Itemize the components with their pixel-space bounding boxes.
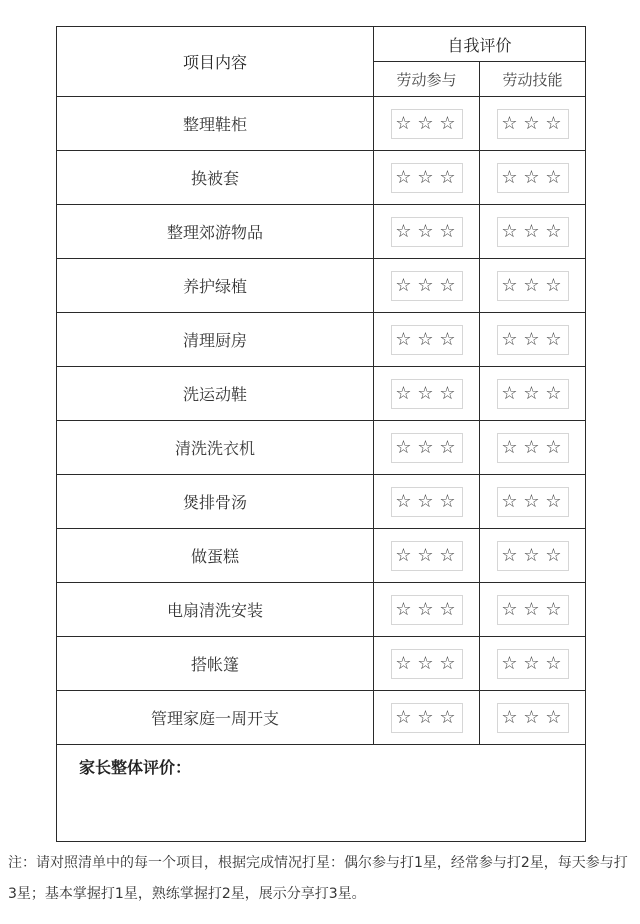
star-icon[interactable]: ☆ [545, 490, 564, 512]
star-icon[interactable]: ☆ [545, 706, 564, 728]
star-icon[interactable]: ☆ [545, 382, 564, 404]
star-icon[interactable]: ☆ [439, 220, 458, 242]
participation-star-rating[interactable] [391, 217, 463, 247]
star-icon[interactable]: ☆ [417, 598, 436, 620]
skill-rating-cell [480, 421, 586, 475]
participation-rating-cell [374, 259, 480, 313]
star-icon[interactable]: ☆ [417, 706, 436, 728]
participation-rating-cell [374, 97, 480, 151]
star-icon[interactable]: ☆ [439, 274, 458, 296]
skill-star-rating[interactable] [497, 109, 569, 139]
header-item-content: 项目内容 [57, 27, 374, 97]
star-icon[interactable]: ☆ [439, 436, 458, 458]
participation-star-rating[interactable] [391, 271, 463, 301]
skill-rating-cell [480, 367, 586, 421]
star-icon[interactable]: ☆ [545, 598, 564, 620]
star-icon[interactable]: ☆ [523, 652, 542, 674]
star-icon[interactable]: ☆ [439, 490, 458, 512]
star-icon[interactable]: ☆ [523, 328, 542, 350]
star-icon[interactable]: ☆ [417, 382, 436, 404]
star-icon[interactable]: ☆ [439, 328, 458, 350]
star-icon[interactable]: ☆ [523, 598, 542, 620]
star-icon[interactable]: ☆ [417, 544, 436, 566]
skill-rating-cell [480, 637, 586, 691]
participation-rating-cell [374, 421, 480, 475]
star-icon[interactable]: ☆ [501, 490, 520, 512]
task-name: 整理郊游物品 [57, 205, 374, 259]
star-icon[interactable]: ☆ [395, 112, 414, 134]
task-name: 清理厨房 [57, 313, 374, 367]
skill-star-rating[interactable] [497, 325, 569, 355]
star-icon[interactable]: ☆ [417, 436, 436, 458]
table-row [57, 97, 586, 151]
star-icon[interactable]: ☆ [395, 652, 414, 674]
star-icon[interactable]: ☆ [523, 112, 542, 134]
parent-evaluation-label: 家长整体评价： [79, 758, 192, 777]
star-icon[interactable]: ☆ [439, 652, 458, 674]
star-icon[interactable]: ☆ [395, 328, 414, 350]
star-icon[interactable]: ☆ [523, 382, 542, 404]
skill-star-rating[interactable] [497, 217, 569, 247]
participation-star-rating[interactable] [391, 703, 463, 733]
skill-star-rating[interactable] [497, 163, 569, 193]
star-icon[interactable]: ☆ [417, 328, 436, 350]
table-row [57, 475, 586, 529]
task-name: 整理鞋柜 [57, 97, 374, 151]
evaluation-table [56, 26, 586, 842]
skill-rating-cell [480, 475, 586, 529]
participation-rating-cell [374, 205, 480, 259]
participation-star-rating[interactable] [391, 109, 463, 139]
participation-star-rating[interactable] [391, 163, 463, 193]
skill-star-rating[interactable] [497, 433, 569, 463]
skill-rating-cell [480, 583, 586, 637]
star-icon[interactable]: ☆ [523, 490, 542, 512]
star-icon[interactable]: ☆ [417, 274, 436, 296]
participation-star-rating[interactable] [391, 379, 463, 409]
star-icon[interactable]: ☆ [545, 328, 564, 350]
skill-rating-cell [480, 151, 586, 205]
star-icon[interactable]: ☆ [417, 112, 436, 134]
star-icon[interactable]: ☆ [417, 490, 436, 512]
participation-rating-cell [374, 475, 480, 529]
star-icon[interactable]: ☆ [501, 328, 520, 350]
star-icon[interactable]: ☆ [501, 436, 520, 458]
participation-star-rating[interactable] [391, 649, 463, 679]
table-row [57, 259, 586, 313]
star-icon[interactable]: ☆ [545, 274, 564, 296]
star-icon[interactable]: ☆ [545, 436, 564, 458]
star-icon[interactable]: ☆ [523, 274, 542, 296]
star-icon[interactable]: ☆ [545, 652, 564, 674]
task-name: 搭帐篷 [57, 637, 374, 691]
star-icon[interactable]: ☆ [501, 706, 520, 728]
star-icon[interactable]: ☆ [395, 166, 414, 188]
star-icon[interactable]: ☆ [439, 166, 458, 188]
star-icon[interactable]: ☆ [439, 112, 458, 134]
participation-star-rating[interactable] [391, 595, 463, 625]
participation-rating-cell [374, 691, 480, 745]
star-icon[interactable]: ☆ [395, 274, 414, 296]
star-icon[interactable]: ☆ [439, 598, 458, 620]
star-icon[interactable]: ☆ [395, 598, 414, 620]
star-icon[interactable]: ☆ [523, 166, 542, 188]
star-icon[interactable]: ☆ [501, 220, 520, 242]
table-row [57, 529, 586, 583]
task-name: 清洗洗衣机 [57, 421, 374, 475]
participation-rating-cell [374, 313, 480, 367]
star-icon[interactable]: ☆ [545, 166, 564, 188]
table-row [57, 583, 586, 637]
skill-rating-cell [480, 97, 586, 151]
skill-star-rating[interactable] [497, 595, 569, 625]
skill-star-rating[interactable] [497, 379, 569, 409]
task-name: 养护绿植 [57, 259, 374, 313]
star-icon[interactable]: ☆ [545, 112, 564, 134]
star-icon[interactable]: ☆ [545, 544, 564, 566]
participation-rating-cell [374, 367, 480, 421]
star-icon[interactable]: ☆ [523, 436, 542, 458]
star-icon[interactable]: ☆ [417, 166, 436, 188]
participation-star-rating[interactable] [391, 433, 463, 463]
participation-rating-cell [374, 151, 480, 205]
task-name: 管理家庭一周开支 [57, 691, 374, 745]
star-icon[interactable]: ☆ [395, 490, 414, 512]
participation-star-rating[interactable] [391, 487, 463, 517]
star-icon[interactable]: ☆ [523, 220, 542, 242]
table-row [57, 151, 586, 205]
skill-rating-cell [480, 691, 586, 745]
table-row [57, 205, 586, 259]
skill-star-rating[interactable] [497, 703, 569, 733]
table-row [57, 421, 586, 475]
table-row [57, 691, 586, 745]
star-icon[interactable]: ☆ [395, 544, 414, 566]
star-icon[interactable]: ☆ [395, 382, 414, 404]
table-row [57, 367, 586, 421]
star-icon[interactable]: ☆ [417, 220, 436, 242]
skill-star-rating[interactable] [497, 649, 569, 679]
star-icon[interactable]: ☆ [395, 706, 414, 728]
star-icon[interactable]: ☆ [501, 598, 520, 620]
skill-star-rating[interactable] [497, 271, 569, 301]
star-icon[interactable]: ☆ [501, 382, 520, 404]
participation-rating-cell [374, 583, 480, 637]
task-name: 洗运动鞋 [57, 367, 374, 421]
star-icon[interactable]: ☆ [501, 274, 520, 296]
task-name: 换被套 [57, 151, 374, 205]
participation-star-rating[interactable] [391, 325, 463, 355]
header-self-evaluation: 自我评价 [374, 27, 586, 62]
parent-evaluation-cell[interactable] [57, 745, 586, 842]
star-icon[interactable]: ☆ [439, 706, 458, 728]
star-icon[interactable]: ☆ [501, 544, 520, 566]
star-icon[interactable]: ☆ [439, 382, 458, 404]
table-row [57, 637, 586, 691]
star-icon[interactable]: ☆ [395, 220, 414, 242]
participation-rating-cell [374, 529, 480, 583]
header-skill: 劳动技能 [480, 62, 586, 97]
star-icon[interactable]: ☆ [501, 166, 520, 188]
star-icon[interactable]: ☆ [439, 544, 458, 566]
star-icon[interactable]: ☆ [417, 652, 436, 674]
skill-star-rating[interactable] [497, 541, 569, 571]
task-name: 电扇清洗安装 [57, 583, 374, 637]
header-participation: 劳动参与 [374, 62, 480, 97]
task-name: 煲排骨汤 [57, 475, 374, 529]
star-icon[interactable]: ☆ [545, 220, 564, 242]
star-icon[interactable]: ☆ [395, 436, 414, 458]
skill-rating-cell [480, 313, 586, 367]
star-icon[interactable]: ☆ [523, 544, 542, 566]
participation-star-rating[interactable] [391, 541, 463, 571]
participation-rating-cell [374, 637, 480, 691]
skill-rating-cell [480, 529, 586, 583]
star-icon[interactable]: ☆ [523, 706, 542, 728]
task-name: 做蛋糕 [57, 529, 374, 583]
skill-star-rating[interactable] [497, 487, 569, 517]
star-icon[interactable]: ☆ [501, 112, 520, 134]
table-row [57, 313, 586, 367]
star-icon[interactable]: ☆ [501, 652, 520, 674]
skill-rating-cell [480, 259, 586, 313]
skill-rating-cell [480, 205, 586, 259]
instruction-note: 注：请对照清单中的每一个项目，根据完成情况打星：偶尔参与打1星，经常参与打2星，每天参与打3星；基本掌握打1星，熟练掌握打2星，展示分享打3星。 [8, 855, 628, 902]
